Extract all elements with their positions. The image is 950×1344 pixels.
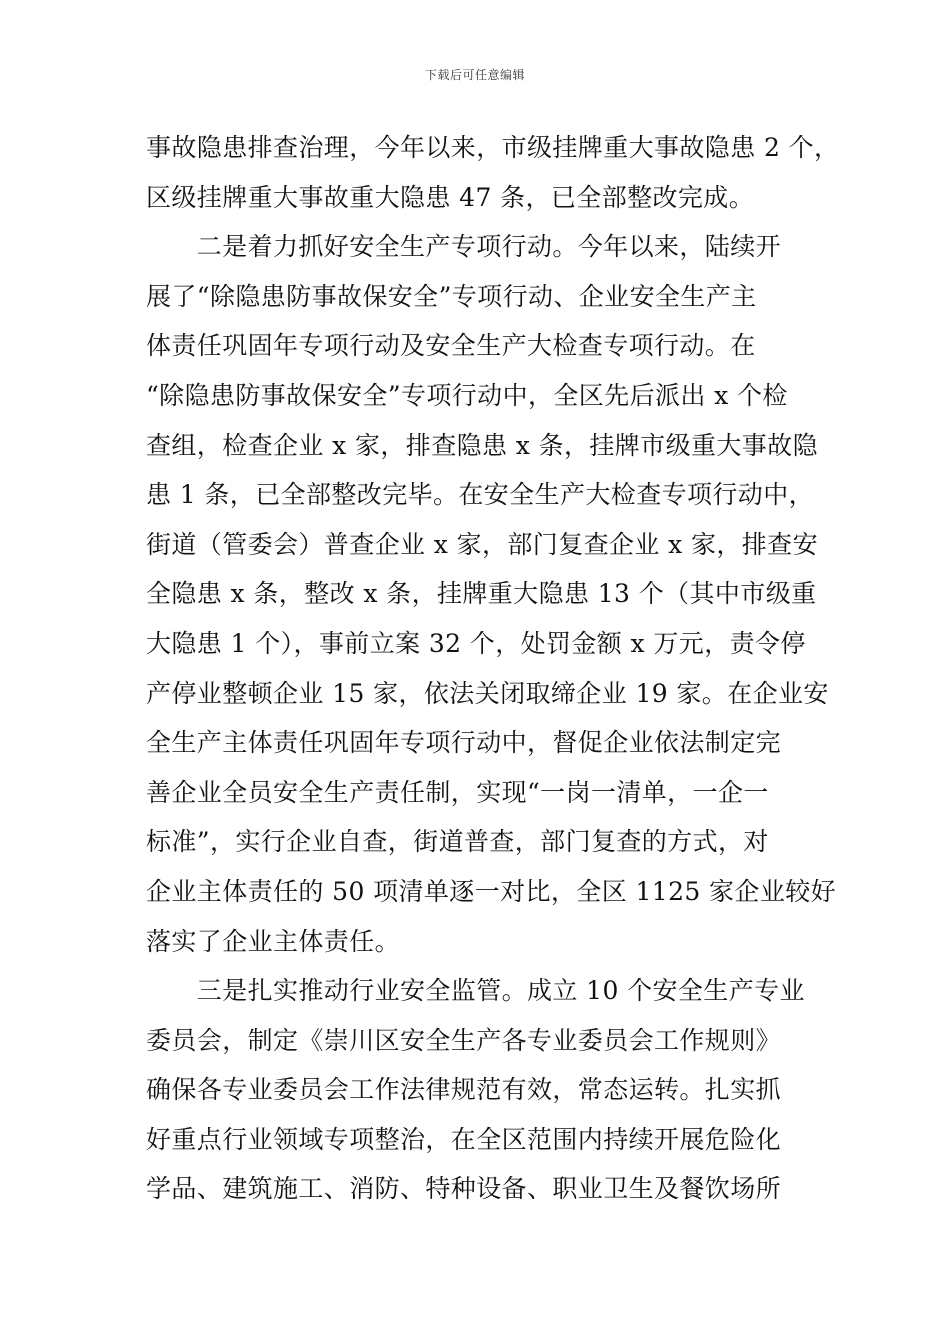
text-line: 街道（管委会）普查企业 x 家，部门复查企业 x 家，排查安 [146,529,818,559]
text-line: 标准”，实行企业自查，街道普查，部门复查的方式，对 [146,827,769,857]
text-line: “除隐患防事故保安全”专项行动中，全区先后派出 x 个检 [146,380,788,410]
text-line: 查组，检查企业 x 家，排查隐患 x 条，挂牌市级重大事故隐 [146,430,818,460]
text-line: 学品、建筑施工、消防、特种设备、职业卫生及餐饮场所 [146,1174,782,1204]
text-line: 善企业全员安全生产责任制，实现“一岗一清单，一企一 [146,777,769,807]
page-header: 下载后可任意编辑 [424,68,525,82]
text-line: 落实了企业主体责任。 [146,926,401,956]
text-line: 大隐患 1 个），事前立案 32 个，处罚金额 x 万元，责令停 [146,628,806,658]
text-line: 全隐患 x 条，整改 x 条，挂牌重大隐患 13 个（其中市级重 [146,579,817,609]
text-line: 区级挂牌重大事故重大隐患 47 条，已全部整改完成。 [146,182,755,212]
text-line: 确保各专业委员会工作法律规范有效，常态运转。扎实抓 [146,1075,782,1105]
paragraph-start-line: 三是扎实推动行业安全监管。成立 10 个安全生产专业 [146,976,805,1006]
text-line: 委员会，制定《崇川区安全生产各专业委员会工作规则》 [146,1025,782,1055]
text-line: 企业主体责任的 50 项清单逐一对比，全区 1125 家企业较好 [146,876,837,906]
text-line: 好重点行业领域专项整治，在全区范围内持续开展危险化 [146,1124,782,1154]
paragraph-start-line: 二是着力抓好安全生产专项行动。今年以来，陆续开 [146,232,782,262]
text-line: 产停业整顿企业 15 家，依法关闭取缔企业 19 家。在企业安 [146,678,829,708]
text-line: 体责任巩固年专项行动及安全生产大检查专项行动。在 [146,331,756,361]
body-text [146,123,840,1214]
text-line: 展了“除隐患防事故保安全”专项行动、企业安全生产主 [146,281,757,311]
text-line: 患 1 条，已全部整改完毕。在安全生产大检查专项行动中， [146,480,815,510]
text-line: 全生产主体责任巩固年专项行动中，督促企业依法制定完 [146,728,782,758]
text-line: 事故隐患排查治理，今年以来，市级挂牌重大事故隐患 2 个， [146,133,840,162]
